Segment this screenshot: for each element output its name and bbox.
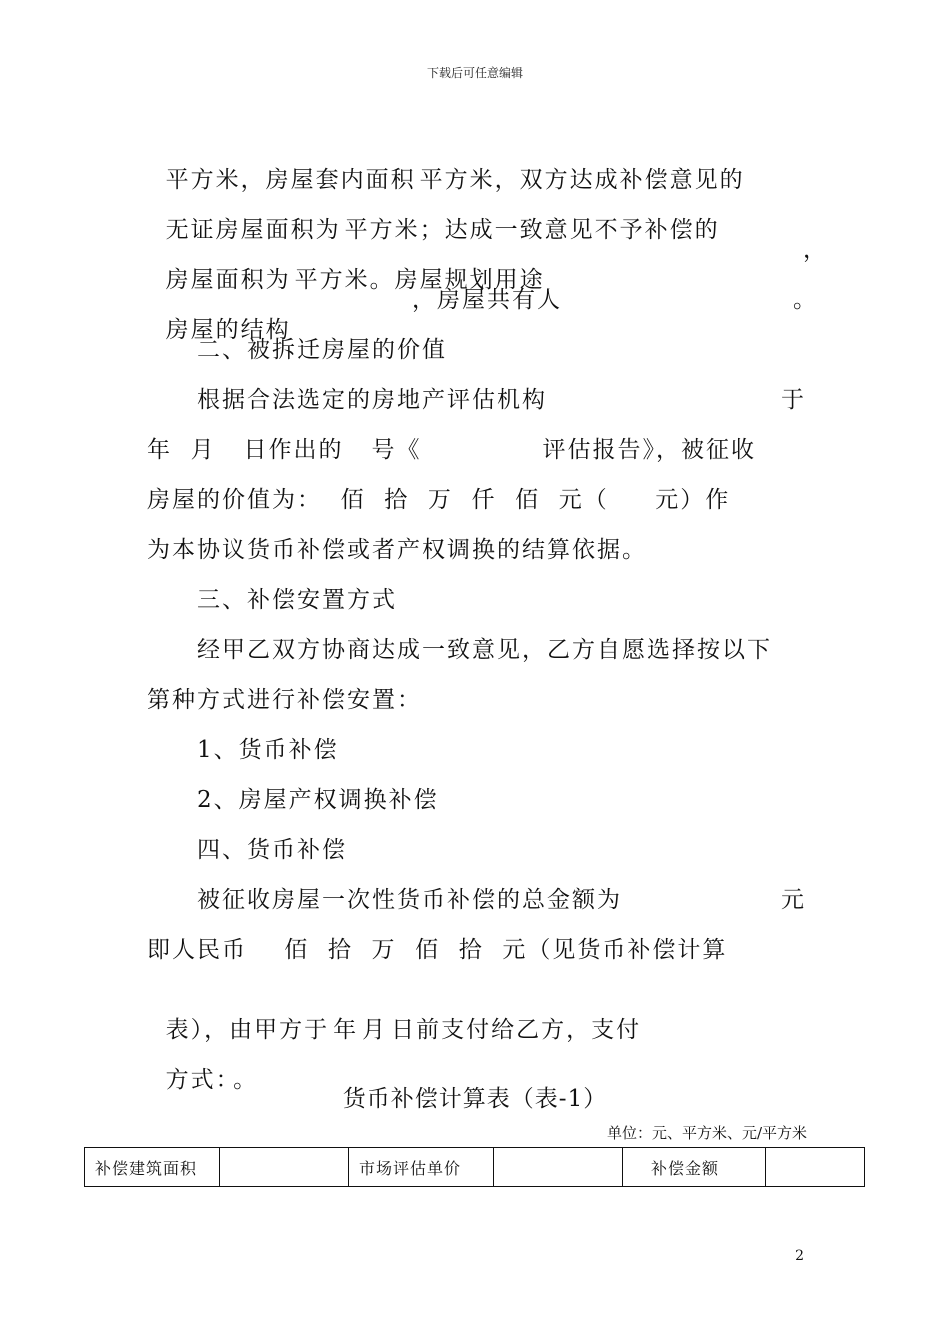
text-segment: 于: [781, 387, 806, 413]
page-header: 下载后可任意编辑: [426, 66, 523, 80]
compensation-table: [84, 1147, 865, 1187]
text-segment: ，: [803, 237, 828, 263]
text-segment: 根据合法选定的房地产评估机构: [197, 387, 547, 413]
text-segment: 无证房屋面积为: [165, 217, 341, 243]
section-heading: 四、货币补偿: [197, 837, 347, 863]
text-segment: ，房屋共有人: [412, 287, 562, 313]
text-segment: 平方米；达成一致意见不予补偿的: [344, 217, 720, 243]
table-title: 货币补偿计算表（表-1）: [342, 1086, 608, 1112]
text-line: 第种方式进行补偿安置：: [147, 687, 422, 713]
text-line: 为本协议货币补偿或者产权调换的结算依据。: [147, 537, 647, 563]
table-row: [85, 1148, 865, 1187]
table-cell-price-label: 市场评估单价: [349, 1148, 494, 1187]
text-segment: 日前支付给乙方，支付: [391, 1017, 642, 1043]
section-heading: 三、补偿安置方式: [197, 587, 397, 613]
text-segment: 年: [333, 1017, 359, 1043]
text-segment: 元: [781, 887, 806, 913]
table-cell-area-value: [220, 1148, 349, 1187]
text-segment: 房屋的结构: [165, 317, 291, 343]
table-cell-price-value: [494, 1148, 623, 1187]
text-segment: 方式：: [165, 1067, 230, 1093]
text-segment: 房屋面积为: [165, 267, 291, 293]
text-segment: 。: [233, 1067, 259, 1093]
section-heading: 二、被拆迁房屋的价值: [197, 337, 447, 363]
table-cell-amount-value: [766, 1148, 865, 1187]
page-number: 2: [795, 1248, 804, 1264]
text-line: 经甲乙双方协商达成一致意见，乙方自愿选择按以下: [197, 637, 772, 663]
text-segment: 平方米。房屋规划用途: [294, 267, 545, 293]
text-line: 即人民币 佰 拾 万 佰 拾 元（见货币补偿计算: [147, 937, 728, 963]
list-item: 1、货币补偿: [197, 737, 339, 763]
unit-label: 单位：元、平方米、元/平方米: [606, 1124, 807, 1142]
text-segment: 被征收房屋一次性货币补偿的总金额为: [197, 887, 622, 913]
table-cell-amount-label: 补偿金额: [623, 1148, 766, 1187]
list-item: 2、房屋产权调换补偿: [197, 787, 439, 813]
text-segment: 月: [362, 1017, 388, 1043]
text-segment: 。: [793, 287, 818, 313]
text-line: 年 月 日作出的 号《 评估报告》，被征收: [147, 437, 757, 463]
table-cell-area-label: 补偿建筑面积: [85, 1148, 220, 1187]
text-line: 房屋的价值为： 佰 拾 万 仟 佰 元（ 元）作: [147, 487, 731, 513]
text-segment: 表），由甲方于: [165, 1017, 330, 1043]
text-segment: 平方米，双方达成补偿意见的: [419, 167, 745, 193]
text-segment: 平方米，房屋套内面积: [165, 167, 416, 193]
